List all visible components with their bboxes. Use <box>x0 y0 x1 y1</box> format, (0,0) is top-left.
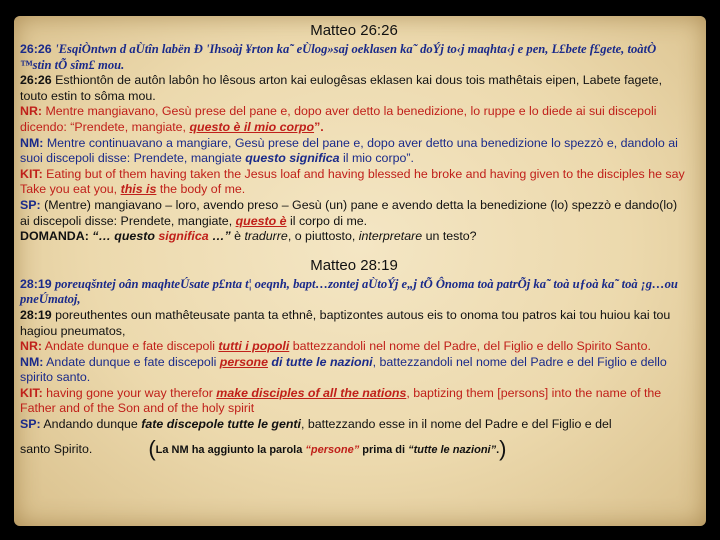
transliteration-28-19 <box>20 308 688 339</box>
nr-label: NR: <box>20 339 43 354</box>
domanda-significa: significa <box>158 229 209 244</box>
editor-note <box>156 444 500 456</box>
kit-text: Eating but of them having taken the Jesus loaf and having blessed he broke and having given to the disciples he say Take you eat you, <box>20 166 685 197</box>
nr-text: Mentre mangiavano, Gesù prese del pane e, dopo aver detto la benedizione, lo ruppe e lo diede ai sui discepoli dicendo: “Prendete, mangiate, <box>20 104 657 134</box>
section-gap <box>20 245 688 257</box>
nr-text: Andate dunque e fate discepoli <box>42 339 219 354</box>
kit-emphasis: this is <box>120 182 157 197</box>
sp-end: , battezzando esse in il nome del Padre e del Figlio e del <box>301 417 612 432</box>
kit-emphasis: make disciples of all the nations <box>216 385 407 400</box>
greek-verse-26-26 <box>20 42 688 73</box>
sp-translation-28-19 <box>20 417 688 433</box>
sp-last-line <box>20 435 688 461</box>
nr-end: ”. <box>314 119 324 134</box>
nm-text: Andate dunque e fate discepoli <box>43 354 220 369</box>
sp-emphasis: questo è <box>235 213 287 228</box>
nr-emphasis: tutti i popoli <box>218 339 290 354</box>
nm-translation-26-26 <box>20 136 688 167</box>
kit-text: having gone your way therefor <box>42 385 217 400</box>
greek-text: 'EsqiÒntwn d aÙtîn labën Ð 'Ihsoàj ¥rton ka˜ eÙlog»saj oeklasen ka˜ doÝj to‹j maqhta‹j e pen, L£bete f£gete, toàtÒ ™stin tÕ sîm£ mou. <box>20 42 657 72</box>
note-text-1: La NM ha aggiunto la parola <box>155 443 306 456</box>
note-text-2: prima di <box>359 443 409 456</box>
nm-label: NM: <box>20 135 44 150</box>
nr-translation-26-26 <box>20 104 688 135</box>
nm-end: , battezzandoli nel nome del Padre e del Figlio e dello spirito santo. <box>20 354 667 385</box>
sp-translation-26-26 <box>20 198 688 229</box>
nr-label: NR: <box>20 104 43 119</box>
verse-ref: 26:26 <box>20 42 52 56</box>
sp-emphasis: fate discepole tutte le genti <box>141 417 301 432</box>
note-text-3: . <box>496 443 500 456</box>
verse-ref: 26:26 <box>20 73 52 88</box>
domanda-interpretare: interpretare <box>358 229 423 244</box>
nr-translation-28-19 <box>20 339 688 355</box>
heading-matteo-28-19: Matteo 28:19 <box>310 256 398 274</box>
transliteration-text: Esthiontôn de autôn labôn ho lêsous arton kai eulogêsas eklasen kai dous tois mathêtais eipen, Labete fagete, touto estin to sôma mou. <box>20 73 663 103</box>
sp-end: il corpo di me. <box>286 213 368 228</box>
domanda-label: DOMANDA: <box>20 229 89 244</box>
note-close-paren: ) <box>499 435 507 461</box>
slide-content <box>20 22 688 461</box>
domanda-tradurre: tradurre <box>244 229 288 244</box>
kit-label: KIT: <box>20 166 43 181</box>
note-quote-2: “tutte le nazioni” <box>408 443 497 456</box>
nm-text: Mentre continuavano a mangiare, Gesù prese del pane e, dopo aver detto una benedizione lo spezzò e, dandolo ai suoi discepoli disse: Prendete, mangiate <box>20 135 678 166</box>
greek-text: poreuqšntej oân maqhteÚsate p£nta t¦ oeqnh, bapt…zontej aÙtoÝj e„j tÕ Ônoma toà patrÕj ka˜ toà uƒoà ka˜ toà ¡g…ou pneÚmatoj, <box>20 276 678 307</box>
domanda-text-2: , o piuttosto, <box>287 229 359 244</box>
sp-text: (Mentre) mangiavano – loro, avendo preso – Gesù (un) pane e avendo detta la benedizione (lo) spezzò e dando(lo) ai discepoli disse: Prendete, mangiate, <box>20 197 678 228</box>
kit-translation-26-26 <box>20 167 688 198</box>
nm-emphasis: questo significa <box>245 151 340 166</box>
note-open-paren: ( <box>148 435 156 461</box>
verse-ref: 28:19 <box>20 307 52 322</box>
domanda-quote-start: “… questo <box>88 229 159 244</box>
kit-end: the body of me. <box>156 182 246 197</box>
note-quote-1: “persone” <box>305 443 360 456</box>
nm-end: il mio corpo”. <box>339 151 414 166</box>
domanda-text-1: è <box>230 229 245 244</box>
nr-end: battezzandoli nel nome del Padre, del Figlio e dello Spirito Santo. <box>289 339 651 354</box>
transliteration-26-26 <box>20 73 688 104</box>
kit-translation-28-19 <box>20 386 688 417</box>
sp-last-text: santo Spirito. <box>20 441 93 456</box>
heading-matteo-26-26: Matteo 26:26 <box>310 22 398 39</box>
greek-verse-28-19 <box>20 277 688 308</box>
nm-label: NM: <box>20 354 44 369</box>
nm-mid: di tutte le nazioni <box>267 354 373 369</box>
verse-ref: 28:19 <box>20 276 52 291</box>
domanda-quote-end: …” <box>208 229 231 244</box>
sp-label: SP: <box>20 197 41 212</box>
nm-translation-28-19 <box>20 355 688 386</box>
sp-label: SP: <box>20 417 41 432</box>
domanda-question <box>20 229 688 245</box>
transliteration-text: poreuthentes oun mathêteusate panta ta ethnê, baptizontes autous eis to onoma tou patros kai tou huiou kai tou hagiou pneumatos, <box>20 307 671 338</box>
nr-emphasis: questo è il mio corpo <box>189 119 315 134</box>
domanda-text-3: un testo? <box>422 229 477 244</box>
sp-text: Andando dunque <box>40 417 142 432</box>
nm-emphasis: persone <box>219 354 268 369</box>
kit-end: , baptizing them [persons] into the name of the Father and of the Son and of the holy spirit <box>20 385 662 416</box>
kit-label: KIT: <box>20 385 43 400</box>
